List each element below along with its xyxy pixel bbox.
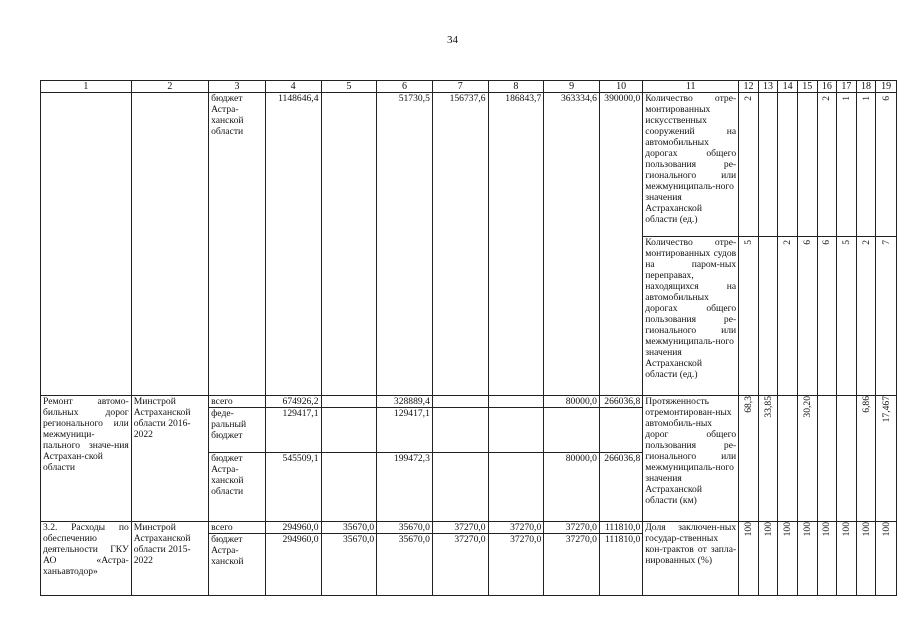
indicator-text: Протяженность отремонтирован-ных автомобиль-ных дорог общего пользования ре-гионального или межмуниципаль-ного значения Астраханской области (км): [643, 396, 739, 522]
amount-cell: 35670,0: [321, 522, 377, 534]
table-row: [41, 522, 897, 534]
col-header: 4: [265, 81, 321, 93]
amount-cell: [321, 453, 377, 522]
funding-source: бюджет Астра-ханской области: [209, 93, 266, 396]
amount-total: 674926,2: [265, 396, 321, 408]
indicator-text: Количество отре-монтированных судов на паром-ных переправах, находящихся на автомобильных дорогах общего пользования ре-гионального или межмуниципаль-ного значения Астраханской области (ед.): [643, 237, 739, 396]
amount-cell: [321, 93, 377, 396]
amount-cell: 35670,0: [377, 522, 433, 534]
indicator-value: [758, 93, 778, 237]
amount-cell: [599, 408, 642, 453]
indicator-value: 68,3: [739, 396, 759, 522]
amount-total: 1148646,4: [265, 93, 321, 396]
col-header: 5: [321, 81, 377, 93]
amount-cell: [432, 408, 488, 453]
amount-cell: 156737,6: [432, 93, 488, 396]
col-header: 18: [856, 81, 876, 93]
indicator-value: 30,20: [797, 396, 817, 522]
funding-source: всего: [209, 522, 266, 534]
amount-cell: [432, 396, 488, 408]
col-header: 8: [488, 81, 544, 93]
amount-cell: [321, 408, 377, 453]
executor: Минстрой Астраханской области 2015-2022: [131, 522, 208, 596]
indicator-value: 1: [856, 93, 876, 237]
amount-cell: 266036,8: [599, 453, 642, 522]
indicator-value: 100: [739, 522, 759, 596]
amount-cell: 129417,1: [377, 408, 433, 453]
event-name: 3.2. Расходы по обеспечению деятельности ГКУ АО «Астра-ханьавтодор»: [41, 522, 132, 596]
amount-cell: 80000,0: [544, 396, 600, 408]
amount-cell: [488, 396, 544, 408]
indicator-value: 6,86: [856, 396, 876, 522]
col-header: 15: [797, 81, 817, 93]
amount-cell: [544, 408, 600, 453]
indicator-value: 100: [758, 522, 778, 596]
indicator-value: 6: [797, 237, 817, 396]
amount-cell: 37270,0: [544, 534, 600, 596]
indicator-value: [778, 93, 798, 237]
amount-total: 294960,0: [265, 534, 321, 596]
indicator-value: 100: [817, 522, 837, 596]
amount-cell: 37270,0: [432, 522, 488, 534]
col-header: 10: [599, 81, 642, 93]
funding-source: всего: [209, 396, 266, 408]
amount-total: 545509,1: [265, 453, 321, 522]
amount-cell: 328889,4: [377, 396, 433, 408]
indicator-value: 2: [856, 237, 876, 396]
indicator-value: 100: [876, 522, 897, 596]
amount-cell: [488, 453, 544, 522]
col-header: 14: [778, 81, 798, 93]
amount-cell: 111810,0: [599, 522, 642, 534]
col-header: 12: [739, 81, 759, 93]
col-header: 11: [643, 81, 739, 93]
amount-total: 294960,0: [265, 522, 321, 534]
amount-cell: [432, 453, 488, 522]
event-name: Ремонт автомо-бильных дорог регионального или межмуници-пального значе-ния Астрахан-ской области: [41, 396, 132, 522]
indicator-value: 6: [817, 237, 837, 396]
col-header: 9: [544, 81, 600, 93]
indicator-value: 5: [837, 237, 857, 396]
amount-cell: 363334,6: [544, 93, 600, 396]
amount-cell: 35670,0: [377, 534, 433, 596]
indicator-value: [758, 237, 778, 396]
indicator-value: [797, 93, 817, 237]
executor: Минстрой Астраханской области 2016-2022: [131, 396, 208, 522]
cell-empty: [131, 93, 208, 396]
amount-cell: 111810,0: [599, 534, 642, 596]
page-number: 34: [447, 34, 458, 46]
cell-empty: [41, 93, 132, 396]
indicator-value: 17,467: [876, 396, 897, 522]
amount-cell: 37270,0: [488, 522, 544, 534]
col-header: 7: [432, 81, 488, 93]
indicator-value: [837, 396, 857, 522]
amount-cell: [488, 408, 544, 453]
col-header: 16: [817, 81, 837, 93]
col-header: 17: [837, 81, 857, 93]
amount-cell: 37270,0: [544, 522, 600, 534]
col-header: 13: [758, 81, 778, 93]
col-header: 6: [377, 81, 433, 93]
amount-cell: 186843,7: [488, 93, 544, 396]
indicator-value: 1: [837, 93, 857, 237]
indicator-text: Доля заключен-ных государ-ственных кон-трактов от запла-нированных (%): [643, 522, 739, 596]
indicator-value: 33,85: [758, 396, 778, 522]
table-row: [41, 93, 897, 237]
amount-cell: 390000,0: [599, 93, 642, 396]
amount-cell: 80000,0: [544, 453, 600, 522]
col-header: 2: [131, 81, 208, 93]
amount-cell: 266036,8: [599, 396, 642, 408]
funding-source: феде-ральный бюджет: [209, 408, 266, 453]
amount-cell: 37270,0: [488, 534, 544, 596]
indicator-value: 100: [797, 522, 817, 596]
indicator-text: Количество отре-монтированных искусственных сооружений на автомобильных дорогах общего пользования ре-гионального или межмуниципаль-ного значения Астраханской области (ед.): [643, 93, 739, 237]
table-row: [41, 396, 897, 408]
amount-total: 129417,1: [265, 408, 321, 453]
indicator-value: 2: [739, 93, 759, 237]
indicator-value: [817, 396, 837, 522]
amount-cell: 35670,0: [321, 534, 377, 596]
col-header: 3: [209, 81, 266, 93]
indicator-value: 100: [837, 522, 857, 596]
amount-cell: 51730,5: [377, 93, 433, 396]
col-header: 19: [876, 81, 897, 93]
indicator-value: 2: [817, 93, 837, 237]
indicator-value: [778, 396, 798, 522]
indicator-value: 2: [778, 237, 798, 396]
indicator-value: 100: [856, 522, 876, 596]
funding-source: бюджет Астра-ханской: [209, 534, 266, 596]
amount-cell: [321, 396, 377, 408]
indicator-value: 100: [778, 522, 798, 596]
amount-cell: 199472,3: [377, 453, 433, 522]
program-table: [40, 80, 897, 596]
indicator-value: 7: [876, 237, 897, 396]
header-row: [41, 81, 897, 93]
indicator-value: 6: [876, 93, 897, 237]
amount-cell: 37270,0: [432, 534, 488, 596]
col-header: 1: [41, 81, 132, 93]
funding-source: бюджет Астра-ханской области: [209, 453, 266, 522]
indicator-value: 5: [739, 237, 759, 396]
